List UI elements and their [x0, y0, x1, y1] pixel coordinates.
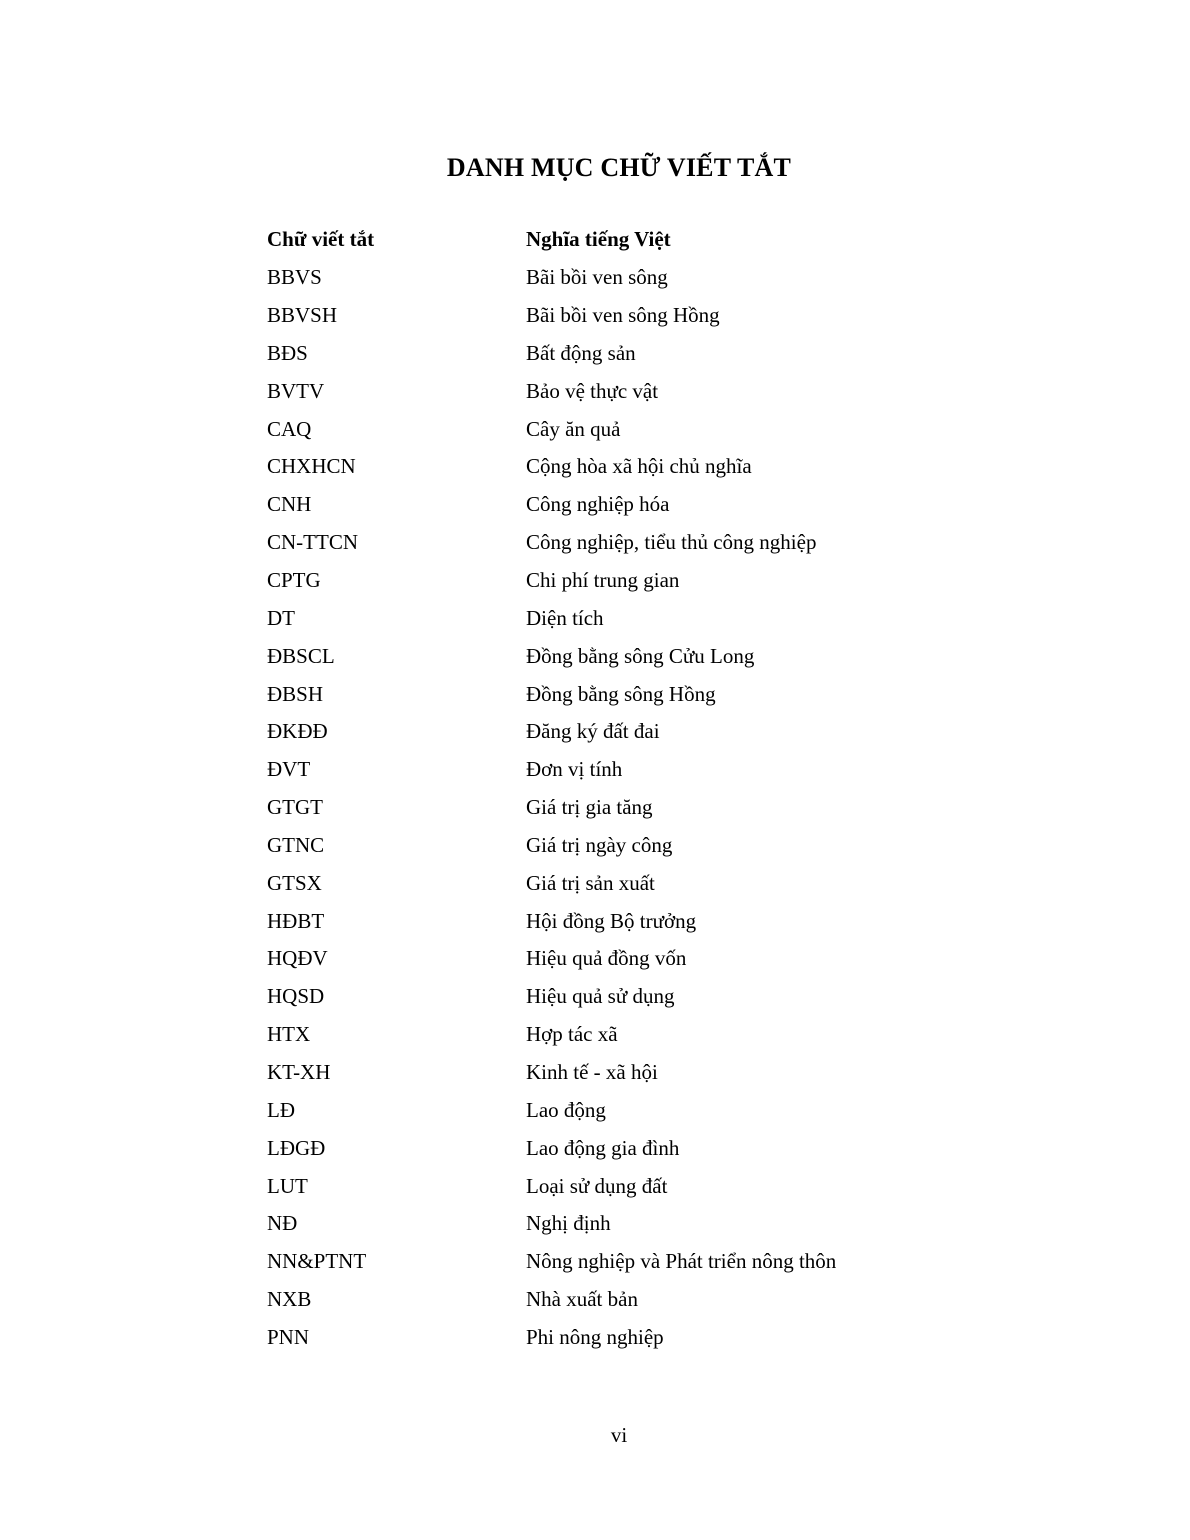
abbreviation-cell: ĐVT: [267, 757, 311, 782]
abbreviation-cell: CAQ: [267, 416, 312, 441]
abbreviation-cell: GTNC: [267, 832, 325, 857]
meaning-cell: Chi phí trung gian: [526, 568, 680, 593]
table-row: [267, 1054, 967, 1092]
table-row: [267, 1281, 967, 1319]
abbreviation-cell: NĐ: [267, 1211, 298, 1236]
table-row: [267, 448, 967, 486]
meaning-cell: Bãi bồi ven sông Hồng: [526, 303, 720, 328]
table-row: [267, 637, 967, 675]
abbreviation-cell: CHXHCN: [267, 454, 356, 479]
meaning-cell: Bất động sản: [526, 340, 636, 365]
abbreviation-cell: LĐGĐ: [267, 1135, 326, 1160]
table-row: [267, 827, 967, 865]
table-row: [267, 1167, 967, 1205]
meaning-cell: Giá trị gia tăng: [526, 795, 653, 820]
meaning-cell: Phi nông nghiệp: [526, 1324, 664, 1349]
meaning-cell: Bãi bồi ven sông: [526, 265, 668, 290]
meaning-cell: Nông nghiệp và Phát triển nông thôn: [526, 1249, 837, 1274]
table-row: [267, 372, 967, 410]
meaning-cell: Giá trị sản xuất: [526, 870, 655, 895]
abbreviation-cell: PNN: [267, 1324, 310, 1349]
abbreviation-cell: CN-TTCN: [267, 530, 358, 555]
meaning-cell: Hợp tác xã: [526, 1022, 618, 1047]
table-row: [267, 902, 967, 940]
abbreviation-table: [267, 221, 967, 1356]
table-row: [267, 297, 967, 335]
table-header-row: [267, 221, 967, 259]
table-row: [267, 940, 967, 978]
meaning-cell: Đồng bằng sông Hồng: [526, 681, 716, 706]
abbreviation-cell: BBVSH: [267, 303, 338, 328]
meaning-cell: Diện tích: [526, 605, 604, 630]
meaning-cell: Đồng bằng sông Cửu Long: [526, 643, 755, 668]
abbreviation-cell: HQĐV: [267, 946, 328, 971]
abbreviation-cell: KT-XH: [267, 1059, 331, 1084]
table-row: [267, 486, 967, 524]
abbreviation-cell: BĐS: [267, 340, 308, 365]
abbreviation-cell: ĐBSH: [267, 681, 324, 706]
meaning-cell: Giá trị ngày công: [526, 832, 673, 857]
abbreviation-cell: CNH: [267, 492, 312, 517]
table-row: [267, 1318, 967, 1356]
table-row: [267, 864, 967, 902]
meaning-cell: Cây ăn quả: [526, 416, 621, 441]
meaning-cell: Lao động: [526, 1097, 606, 1122]
table-row: [267, 1243, 967, 1281]
table-row: [267, 259, 967, 297]
abbreviation-cell: BVTV: [267, 378, 325, 403]
page-number: vi: [610, 1423, 628, 1447]
table-row: [267, 524, 967, 562]
meaning-cell: Đăng ký đất đai: [526, 719, 660, 744]
abbreviation-cell: LĐ: [267, 1097, 295, 1122]
abbreviation-cell: NN&PTNT: [267, 1249, 367, 1274]
header-meaning: Nghĩa tiếng Việt: [526, 227, 671, 252]
table-row: [267, 562, 967, 600]
table-row: [267, 335, 967, 373]
meaning-cell: Hiệu quả sử dụng: [526, 984, 675, 1009]
table-body: [267, 259, 967, 1356]
abbreviation-cell: HTX: [267, 1022, 311, 1047]
table-row: [267, 713, 967, 751]
table-row: [267, 1016, 967, 1054]
table-row: [267, 789, 967, 827]
table-row: [267, 1205, 967, 1243]
table-row: [267, 978, 967, 1016]
abbreviation-cell: CPTG: [267, 568, 321, 593]
meaning-cell: Kinh tế - xã hội: [526, 1059, 658, 1084]
meaning-cell: Cộng hòa xã hội chủ nghĩa: [526, 454, 752, 479]
abbreviation-cell: LUT: [267, 1173, 308, 1198]
meaning-cell: Loại sử dụng đất: [526, 1173, 668, 1198]
meaning-cell: Lao động gia đình: [526, 1135, 680, 1160]
abbreviation-cell: DT: [267, 605, 295, 630]
meaning-cell: Hiệu quả đồng vốn: [526, 946, 687, 971]
meaning-cell: Công nghiệp hóa: [526, 492, 670, 517]
page-title: DANH MỤC CHỮ VIẾT TẮT: [446, 153, 792, 182]
abbreviation-cell: GTGT: [267, 795, 323, 820]
abbreviation-cell: ĐKĐĐ: [267, 719, 328, 744]
table-row: [267, 675, 967, 713]
meaning-cell: Công nghiệp, tiểu thủ công nghiệp: [526, 530, 817, 555]
abbreviation-cell: GTSX: [267, 870, 322, 895]
table-row: [267, 1091, 967, 1129]
table-row: [267, 410, 967, 448]
abbreviation-cell: ĐBSCL: [267, 643, 335, 668]
table-row: [267, 751, 967, 789]
meaning-cell: Bảo vệ thực vật: [526, 378, 659, 403]
meaning-cell: Đơn vị tính: [526, 757, 623, 782]
header-abbreviation: Chữ viết tắt: [267, 227, 375, 252]
meaning-cell: Nhà xuất bản: [526, 1287, 638, 1312]
meaning-cell: Hội đồng Bộ trưởng: [526, 908, 697, 933]
abbreviation-cell: HQSD: [267, 984, 325, 1009]
table-row: [267, 599, 967, 637]
abbreviation-cell: BBVS: [267, 265, 322, 290]
abbreviation-cell: HĐBT: [267, 908, 325, 933]
meaning-cell: Nghị định: [526, 1211, 611, 1236]
table-row: [267, 1129, 967, 1167]
abbreviation-cell: NXB: [267, 1287, 312, 1312]
